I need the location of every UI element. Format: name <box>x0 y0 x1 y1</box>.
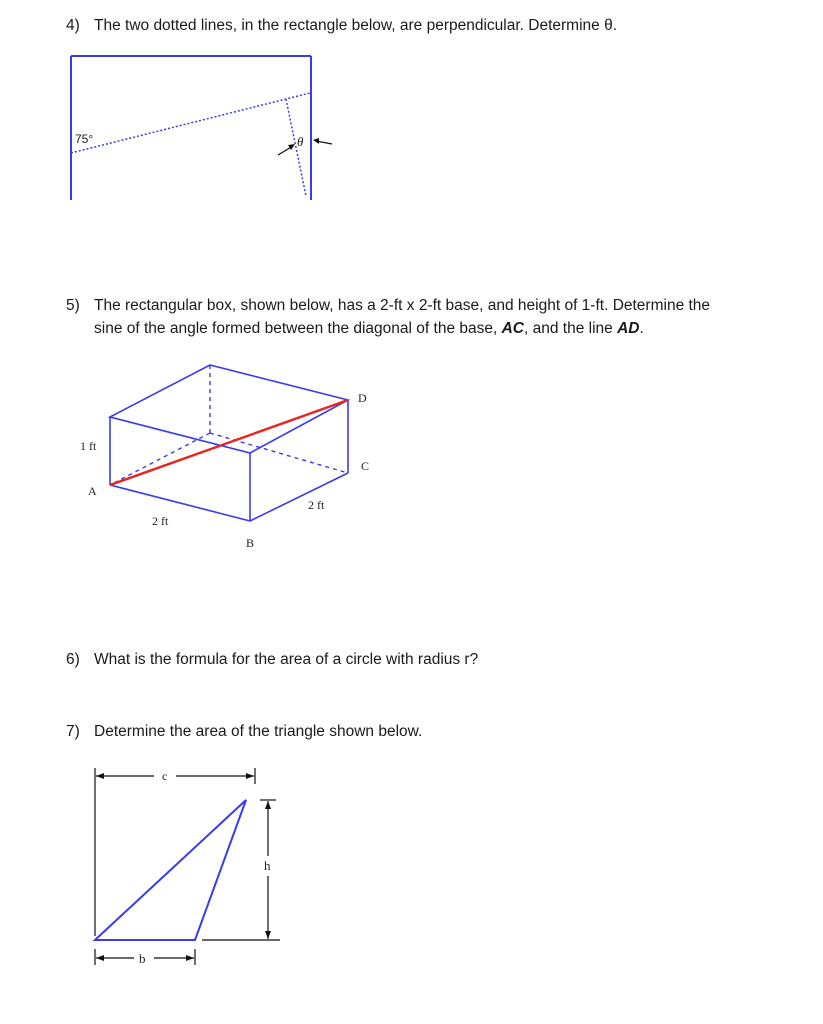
h-dim-arrow-top <box>265 801 271 809</box>
line-ad-red <box>110 400 348 485</box>
label-d: D <box>358 391 367 405</box>
q4-rectangle-figure <box>60 50 360 210</box>
hidden-edge-back-right <box>210 433 348 473</box>
triangle <box>95 800 246 940</box>
c-dim-arrow-right <box>246 773 254 779</box>
question-text: The two dotted lines, in the rectangle below, are perpendicular. Determine θ. <box>94 17 618 34</box>
theta-arrow-right-head <box>313 138 319 144</box>
question-text <box>94 294 710 340</box>
b-dim-arrow-right <box>186 955 194 961</box>
q7-triangle-figure <box>84 764 294 974</box>
question-number: 4) <box>66 17 80 34</box>
dotted-line-1 <box>71 93 310 153</box>
angle-75-label: 75° <box>75 132 94 146</box>
edge-bottom-right <box>250 473 348 521</box>
label-h: h <box>264 858 271 873</box>
label-b: B <box>246 536 255 550</box>
question-number: 7) <box>66 723 80 740</box>
edge-bottom-left <box>110 485 250 521</box>
term-ad: AD <box>617 320 640 337</box>
question-number: 6) <box>66 651 80 668</box>
question-text-line-2: sine of the angle formed between the diagonal of the base, AC, and the line AD. <box>94 320 644 337</box>
label-c: C <box>361 459 370 473</box>
b-dim-arrow-left <box>96 955 104 961</box>
hidden-edge-back-left <box>110 433 210 485</box>
label-height-1ft: 1 ft <box>80 439 97 453</box>
label-a: A <box>88 484 97 498</box>
question-text: What is the formula for the area of a circle with radius r? <box>94 651 479 668</box>
question-text-line-1: The rectangular box, shown below, has a 2-ft x 2-ft base, and height of 1-ft. Determine the <box>94 297 711 314</box>
theta-label: θ <box>297 134 304 149</box>
label-b: b <box>139 951 146 966</box>
label-c: c <box>162 769 168 783</box>
label-base-right-2ft: 2 ft <box>308 498 325 512</box>
term-ac: AC <box>501 320 524 337</box>
c-dim-arrow-left <box>96 773 104 779</box>
h-dim-arrow-bottom <box>265 931 271 939</box>
q5-box-figure <box>70 355 390 555</box>
box-top-face <box>110 365 348 453</box>
question-number: 5) <box>66 297 80 314</box>
question-text: Determine the area of the triangle shown below. <box>94 723 423 740</box>
label-base-left-2ft: 2 ft <box>152 514 169 528</box>
